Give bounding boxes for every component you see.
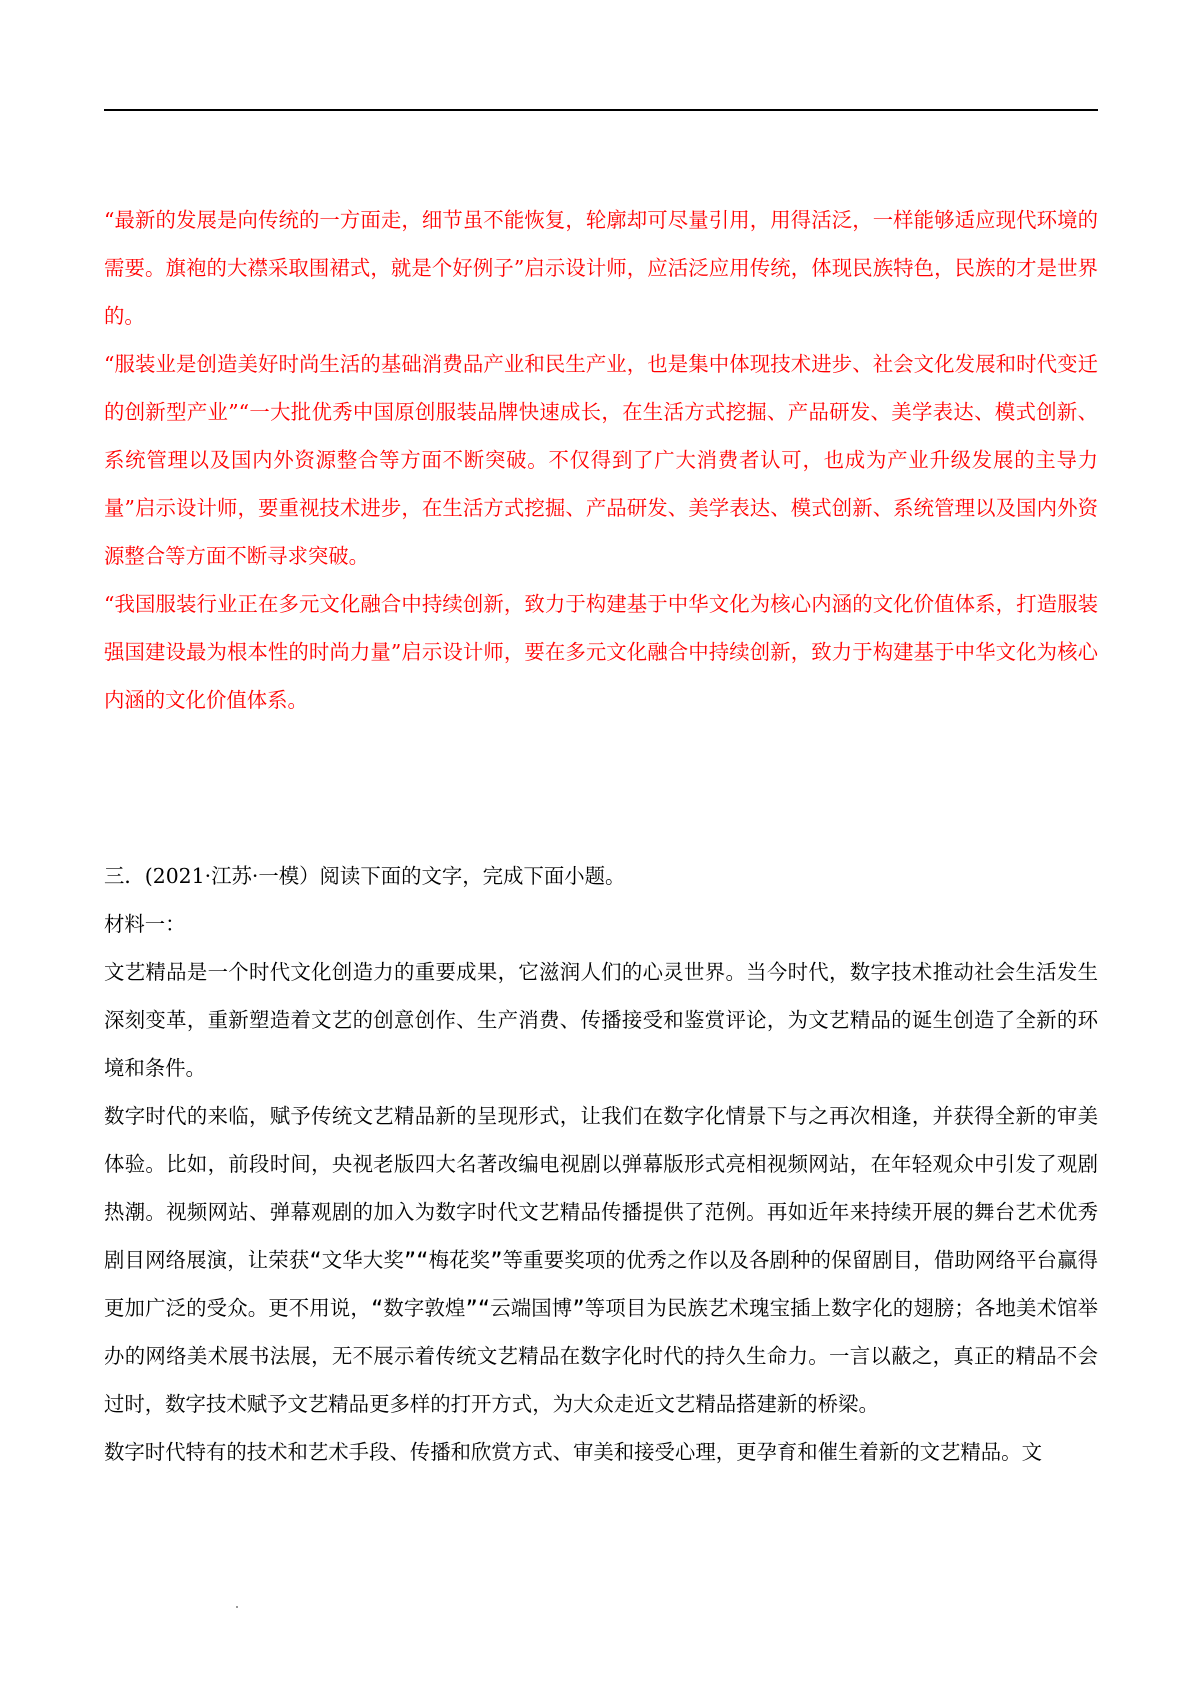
material-paragraph: 文艺精品是一个时代文化创造力的重要成果，它滋润人们的心灵世界。当今时代，数字技术推动社会生活发生深刻变革，重新塑造着文艺的创意创作、生产消费、传播接受和鉴赏评论，为文艺精品的诞生创造了全新的环境和条件。 [104, 960, 1098, 1080]
question-section [104, 852, 1098, 1476]
answer-paragraph: “服装业是创造美好时尚生活的基础消费品产业和民生产业，也是集中体现技术进步、社会文化发展和时代变迁的创新型产业”“一大批优秀中国原创服装品牌快速成长，在生活方式挖掘、产品研发、美学表达、模式创新、系统管理以及国内外资源整合等方面不断突破。不仅得到了广大消费者认可，也成为产业升级发展的主导力量”启示设计师，要重视技术进步，在生活方式挖掘、产品研发、美学表达、模式创新、系统管理以及国内外资源整合等方面不断寻求突破。 [104, 352, 1098, 568]
answer-explanation [104, 196, 1098, 724]
header-rule [104, 109, 1098, 111]
material-paragraph: 数字时代特有的技术和艺术手段、传播和欣赏方式、审美和接受心理，更孕育和催生着新的文艺精品。文 [104, 1440, 1042, 1464]
answer-paragraph: “最新的发展是向传统的一方面走，细节虽不能恢复，轮廓却可尽量引用，用得活泛，一样能够适应现代环境的需要。旗袍的大襟采取围裙式，就是个好例子”启示设计师，应活泛应用传统，体现民族特色，民族的才是世界的。 [104, 208, 1098, 328]
material-paragraph: 数字时代的来临，赋予传统文艺精品新的呈现形式，让我们在数字化情景下与之再次相逢，并获得全新的审美体验。比如，前段时间，央视老版四大名著改编电视剧以弹幕版形式亮相视频网站，在年轻观众中引发了观剧热潮。视频网站、弹幕观剧的加入为数字时代文艺精品传播提供了范例。再如近年来持续开展的舞台艺术优秀剧目网络展演，让荣获“文华大奖”“梅花奖”等重要奖项的优秀之作以及各剧种的保留剧目，借助网络平台赢得更加广泛的受众。更不用说，“数字敦煌”“云端国博”等项目为民族艺术瑰宝插上数字化的翅膀；各地美术馆举办的网络美术展书法展，无不展示着传统文艺精品在数字化时代的持久生命力。一言以蔽之，真正的精品不会过时，数字技术赋予文艺精品更多样的打开方式，为大众走近文艺精品搭建新的桥梁。 [104, 1104, 1098, 1416]
material-label: 材料一： [104, 912, 186, 936]
footer-mark [236, 1606, 238, 1608]
question-heading: 三．(2021·江苏·一模）阅读下面的文字，完成下面小题。 [104, 864, 626, 888]
answer-paragraph: “我国服装行业正在多元文化融合中持续创新，致力于构建基于中华文化为核心内涵的文化价值体系，打造服装强国建设最为根本性的时尚力量”启示设计师，要在多元文化融合中持续创新，致力于构建基于中华文化为核心内涵的文化价值体系。 [104, 592, 1098, 712]
